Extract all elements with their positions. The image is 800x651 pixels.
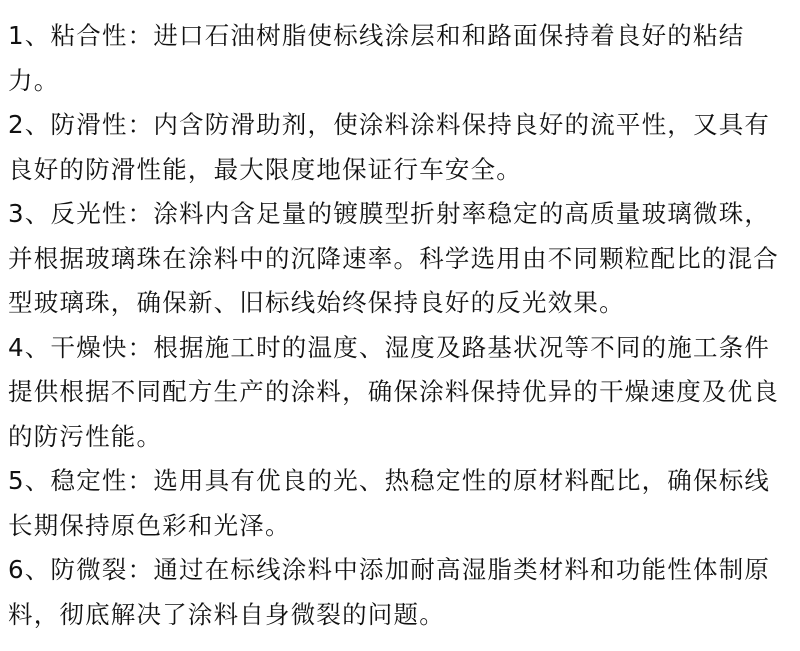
feature-list	[8, 14, 788, 637]
list-item	[8, 548, 788, 637]
item-text: 涂料内含足量的镀膜型折射率稳定的高质量玻璃微珠，并根据玻璃珠在涂料中的沉降速率。科学选用由不同颗粒配比的混合型玻璃珠，确保新、旧标线始终保持良好的反光效果。	[8, 199, 779, 317]
item-number: 6、	[8, 555, 51, 584]
list-item	[8, 326, 788, 460]
list-item	[8, 459, 788, 548]
item-text: 内含防滑助剂，使涂料涂料保持良好的流平性，又具有良好的防滑性能，最大限度地保证行车安全。	[8, 110, 771, 184]
item-number: 3、	[8, 199, 51, 228]
item-title: 稳定性：	[50, 466, 154, 495]
list-item	[8, 192, 788, 326]
item-title: 防微裂：	[50, 555, 154, 584]
item-text: 进口石油树脂使标线涂层和和路面保持着良好的粘结力。	[8, 21, 745, 95]
list-item	[8, 103, 788, 192]
item-text: 选用具有优良的光、热稳定性的原材料配比，确保标线长期保持原色彩和光泽。	[8, 466, 771, 540]
item-text: 通过在标线涂料中添加耐高湿脂类材料和功能性体制原料，彻底解决了涂料自身微裂的问题。	[8, 555, 771, 629]
item-title: 干燥快：	[50, 332, 154, 362]
item-title: 防滑性：	[50, 110, 154, 139]
list-item	[8, 14, 788, 103]
item-number: 4、	[8, 332, 51, 362]
item-title: 粘合性：	[50, 21, 154, 50]
item-text: 根据施工时的温度、湿度及路基状况等不同的施工条件提供根据不同配方生产的涂料，确保涂料保持优异的干燥速度及优良的防污性能。	[8, 332, 779, 451]
item-number: 1、	[8, 21, 51, 50]
item-title: 反光性：	[50, 199, 154, 228]
item-number: 5、	[8, 466, 51, 495]
item-number: 2、	[8, 110, 51, 139]
